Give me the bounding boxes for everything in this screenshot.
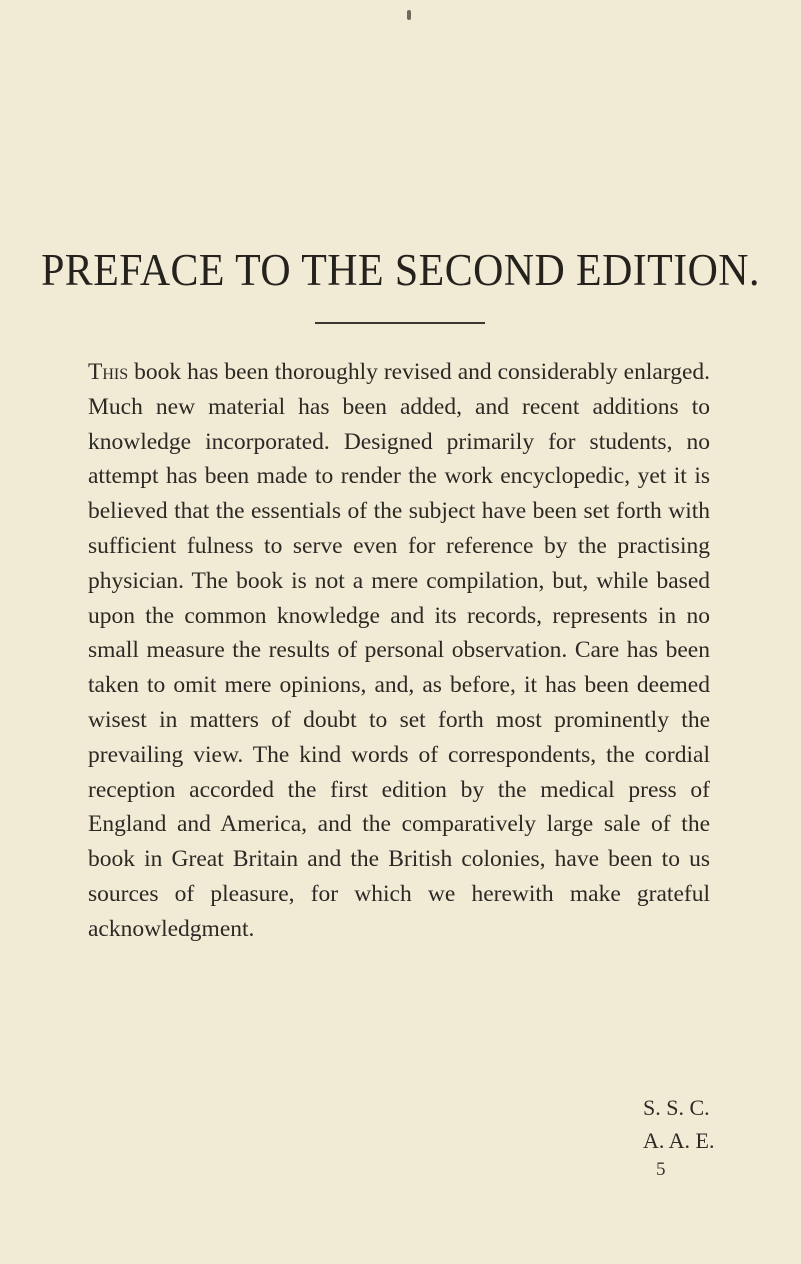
paragraph-text: book has been thoroughly revised and considerably enlarged. Much new material has been added, and recent additions to knowledge incorporated. Designed primarily for students, no attempt has been made to render the work encyclopedic, yet it is believed that the essentials of the subject have been set forth with sufficient fulness to serve even for reference by the practising physician. The book is not a mere compilation, but, while based upon the common knowledge and its records, represents in no small measure the results of personal observation. Care has been taken to omit mere opinions, and, as before, it has been deemed wisest in matters of doubt to set forth most prominently the prevailing view. The kind words of correspondents, the cordial reception accorded the first edition by the medical press of England and America, and the comparatively large sale of the book in Great Britain and the British colonies, have been to us sources of pleasure, for which we herewith make grateful acknowledgment. bbox=[88, 359, 710, 942]
page-title: PREFACE TO THE SECOND EDITION. bbox=[41, 245, 760, 295]
page-number: 5 bbox=[656, 1159, 666, 1180]
print-mark bbox=[407, 10, 411, 20]
title-divider bbox=[315, 322, 485, 324]
signature-initials-1: S. S. C. bbox=[643, 1095, 710, 1120]
first-word: This bbox=[88, 359, 129, 385]
preface-paragraph bbox=[88, 355, 710, 947]
signature-initials-2: A. A. E. bbox=[643, 1128, 715, 1153]
